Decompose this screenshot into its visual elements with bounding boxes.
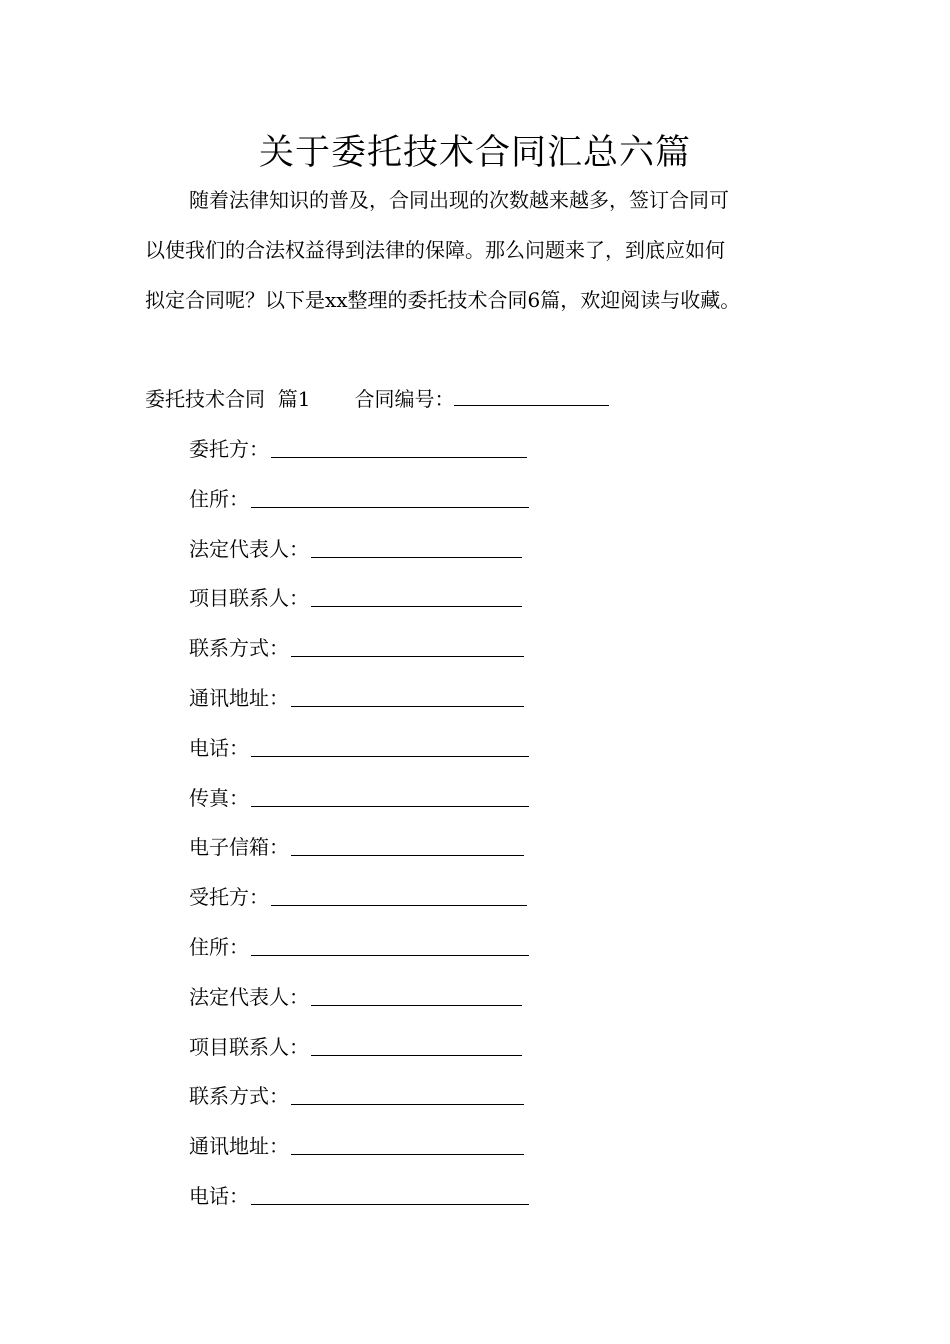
field-blank[interactable]	[291, 630, 524, 657]
field-row	[189, 829, 549, 879]
contract-number-blank[interactable]	[454, 387, 609, 406]
field-blank[interactable]	[271, 431, 527, 458]
field-label: 法定代表人：	[189, 536, 309, 561]
field-label: 电子信箱：	[189, 835, 289, 860]
field-row	[189, 1029, 549, 1079]
field-row	[189, 730, 549, 780]
field-label: 电话：	[189, 735, 249, 760]
field-row	[189, 1178, 549, 1228]
intro-paragraph	[145, 175, 810, 325]
field-row	[189, 979, 549, 1029]
field-row	[189, 580, 549, 630]
section-heading: 委托技术合同 篇1	[145, 387, 311, 411]
field-blank[interactable]	[311, 531, 522, 558]
field-blank[interactable]	[251, 730, 529, 757]
field-row	[189, 630, 549, 680]
field-label: 传真：	[189, 785, 249, 810]
field-label: 住所：	[189, 486, 249, 511]
field-label: 通讯地址：	[189, 685, 289, 710]
intro-line: 随着法律知识的普及，合同出现的次数越来越多，签订合同可	[189, 188, 729, 212]
field-blank[interactable]	[251, 780, 529, 807]
field-blank[interactable]	[291, 1078, 524, 1105]
field-blank[interactable]	[291, 829, 524, 856]
field-row	[189, 879, 549, 929]
field-label: 电话：	[189, 1183, 249, 1208]
field-label: 联系方式：	[189, 636, 289, 661]
field-blank[interactable]	[251, 481, 529, 508]
field-label: 委托方：	[189, 437, 269, 461]
field-label: 项目联系人：	[189, 586, 309, 611]
field-row	[189, 431, 549, 481]
party-fields	[189, 431, 549, 1228]
field-blank[interactable]	[311, 580, 522, 607]
section-heading-row	[145, 381, 609, 417]
field-row	[189, 780, 549, 830]
field-row	[189, 1128, 549, 1178]
intro-line: 拟定合同呢？以下是xx整理的委托技术合同6篇，欢迎阅读与收藏。	[145, 288, 741, 312]
field-blank[interactable]	[291, 1128, 524, 1155]
field-blank[interactable]	[311, 1029, 522, 1056]
field-row	[189, 1078, 549, 1128]
field-label: 联系方式：	[189, 1084, 289, 1109]
contract-number-label: 合同编号：	[354, 387, 455, 411]
field-label: 住所：	[189, 934, 249, 959]
field-blank[interactable]	[311, 979, 522, 1006]
field-blank[interactable]	[251, 1178, 529, 1205]
field-row	[189, 680, 549, 730]
field-row	[189, 481, 549, 531]
intro-line: 以使我们的合法权益得到法律的保障。那么问题来了，到底应如何	[145, 238, 725, 262]
field-blank[interactable]	[271, 879, 527, 906]
field-label: 项目联系人：	[189, 1034, 309, 1059]
field-row	[189, 531, 549, 581]
field-blank[interactable]	[291, 680, 524, 707]
field-blank[interactable]	[251, 929, 529, 956]
field-row	[189, 929, 549, 979]
field-label: 法定代表人：	[189, 984, 309, 1009]
field-label: 通讯地址：	[189, 1134, 289, 1159]
field-label: 受托方：	[189, 885, 269, 910]
page-title: 关于委托技术合同汇总六篇	[258, 133, 691, 173]
